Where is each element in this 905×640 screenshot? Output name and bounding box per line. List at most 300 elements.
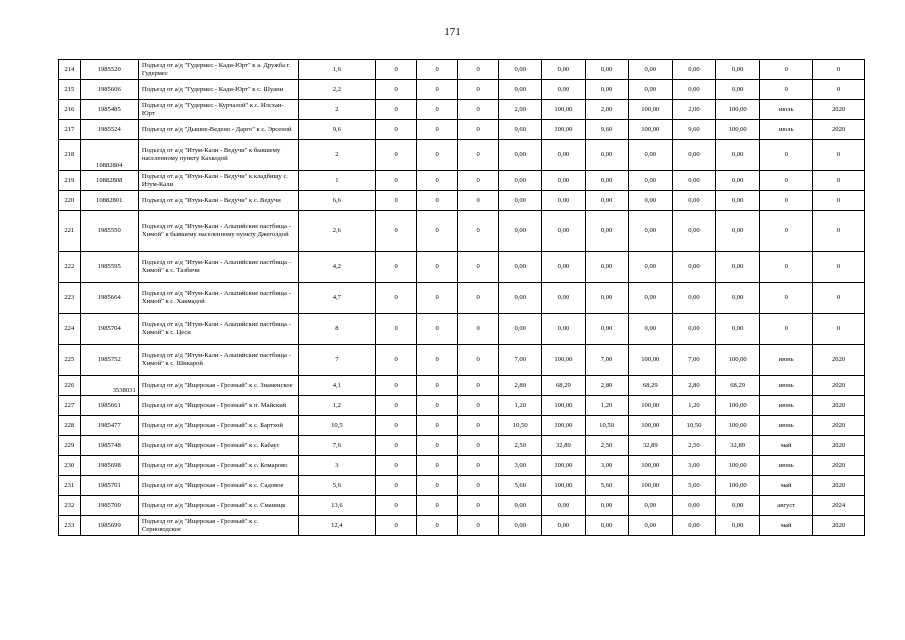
cell-c8: 0,00 (672, 496, 715, 516)
cell-c8: 0,00 (672, 211, 715, 252)
cell-name: Подъезд от а/д "Гудермес - Кади-Юрт" к с. Шуани (138, 80, 298, 100)
cell-c4: 9,60 (499, 120, 542, 140)
cell-c8: 9,60 (672, 120, 715, 140)
cell-len: 13,6 (298, 496, 376, 516)
cell-c1: 0 (376, 496, 417, 516)
cell-c3: 0 (458, 283, 499, 314)
cell-c7: 0,00 (628, 516, 672, 536)
cell-c2: 0 (417, 140, 458, 171)
table-row (59, 211, 865, 252)
cell-id: 1985485 (80, 100, 138, 120)
cell-c5: 100,00 (542, 100, 585, 120)
cell-c9: 100,00 (716, 345, 760, 376)
cell-c3: 0 (458, 314, 499, 345)
cell-name: Подъезд от а/д "Гудермес - Курчалой" к с. Илсхан-Юрт (138, 100, 298, 120)
cell-c9: 68,29 (716, 376, 760, 396)
cell-c2: 0 (417, 436, 458, 456)
cell-name: Подъезд от а/д "Итум-Кали - Альпийские пастбища - Химой" к с. Шикарой (138, 345, 298, 376)
cell-c4: 3,00 (499, 456, 542, 476)
cell-c5: 0,00 (542, 496, 585, 516)
cell-no: 224 (59, 314, 81, 345)
cell-c9: 100,00 (716, 396, 760, 416)
cell-len: 4,7 (298, 283, 376, 314)
cell-id: 1985477 (80, 416, 138, 436)
cell-len: 10,5 (298, 416, 376, 436)
cell-c3: 0 (458, 436, 499, 456)
cell-c11: 2020 (813, 416, 865, 436)
cell-name: Подъезд от а/д "Ищерская - Грозный" к с. Кабаус (138, 436, 298, 456)
table-row (59, 171, 865, 191)
cell-c11: 2020 (813, 516, 865, 536)
cell-len: 6,6 (298, 191, 376, 211)
cell-name: Подъезд от а/д "Дышне-Ведено - Дарго" к с. Эрсеной (138, 120, 298, 140)
cell-c10: 0 (760, 171, 813, 191)
cell-c6: 0,00 (585, 252, 628, 283)
cell-c10: 0 (760, 211, 813, 252)
cell-c2: 0 (417, 211, 458, 252)
cell-no: 225 (59, 345, 81, 376)
cell-c2: 0 (417, 376, 458, 396)
cell-c11: 0 (813, 80, 865, 100)
table-row (59, 140, 865, 171)
roads-table (58, 59, 865, 536)
cell-c11: 0 (813, 314, 865, 345)
cell-len: 5,6 (298, 476, 376, 496)
cell-c2: 0 (417, 60, 458, 80)
cell-id: 1985661 (80, 396, 138, 416)
cell-len: 12,4 (298, 516, 376, 536)
cell-c4: 10,50 (499, 416, 542, 436)
cell-c8: 0,00 (672, 171, 715, 191)
cell-len: 7 (298, 345, 376, 376)
cell-c10: июнь (760, 345, 813, 376)
cell-c2: 0 (417, 191, 458, 211)
cell-c5: 68,29 (542, 376, 585, 396)
cell-no: 222 (59, 252, 81, 283)
cell-c11: 2020 (813, 120, 865, 140)
cell-c5: 100,00 (542, 456, 585, 476)
cell-c3: 0 (458, 476, 499, 496)
cell-len: 1,2 (298, 396, 376, 416)
cell-c10: 0 (760, 191, 813, 211)
cell-name: Подъезд от а/д "Итум-Кали - Ведучи" к кладбищу с. Итум-Кали (138, 171, 298, 191)
cell-name: Подъезд от а/д "Ищерская - Грозный" к с. Бартхой (138, 416, 298, 436)
cell-len: 2,6 (298, 211, 376, 252)
cell-c4: 0,00 (499, 171, 542, 191)
cell-c9: 0,00 (716, 314, 760, 345)
cell-c5: 0,00 (542, 80, 585, 100)
cell-c3: 0 (458, 211, 499, 252)
cell-name: Подъезд от а/д "Ищерская - Грозный" к с. Комарово (138, 456, 298, 476)
cell-c3: 0 (458, 396, 499, 416)
cell-name: Подъезд от а/д "Итум-Кали - Ведучи" к с. Ведучи (138, 191, 298, 211)
cell-c1: 0 (376, 80, 417, 100)
cell-no: 227 (59, 396, 81, 416)
cell-name: Подъезд от а/д "Итум-Кали - Альпийские пастбища - Химой" к бывшему населенному пункту Джеголдой (138, 211, 298, 252)
cell-name: Подъезд от а/д "Ищерская - Грозный" к с. Сманицк (138, 496, 298, 516)
cell-no: 214 (59, 60, 81, 80)
table-row (59, 416, 865, 436)
cell-c1: 0 (376, 100, 417, 120)
cell-len: 1,6 (298, 60, 376, 80)
cell-c5: 0,00 (542, 211, 585, 252)
cell-c3: 0 (458, 516, 499, 536)
cell-c8: 3,00 (672, 456, 715, 476)
cell-no: 219 (59, 171, 81, 191)
cell-c8: 0,00 (672, 516, 715, 536)
cell-id: 3538031 (80, 376, 138, 396)
cell-c7: 0,00 (628, 60, 672, 80)
cell-c7: 100,00 (628, 456, 672, 476)
cell-c5: 0,00 (542, 283, 585, 314)
cell-c6: 0,00 (585, 191, 628, 211)
cell-c6: 0,00 (585, 314, 628, 345)
cell-c10: июль (760, 120, 813, 140)
cell-c3: 0 (458, 191, 499, 211)
cell-name: Подъезд от а/д "Ищерская - Грозный" к с. Знаменское (138, 376, 298, 396)
cell-id: 1985606 (80, 80, 138, 100)
cell-c9: 0,00 (716, 171, 760, 191)
cell-len: 2 (298, 100, 376, 120)
cell-c2: 0 (417, 456, 458, 476)
cell-len: 2,2 (298, 80, 376, 100)
cell-c7: 0,00 (628, 80, 672, 100)
cell-c3: 0 (458, 252, 499, 283)
cell-c3: 0 (458, 456, 499, 476)
cell-c1: 0 (376, 314, 417, 345)
cell-id: 1985700 (80, 496, 138, 516)
cell-id: 1985748 (80, 436, 138, 456)
cell-c8: 0,00 (672, 140, 715, 171)
cell-no: 216 (59, 100, 81, 120)
table-row (59, 516, 865, 536)
cell-c6: 1,20 (585, 396, 628, 416)
cell-c5: 0,00 (542, 171, 585, 191)
table-row (59, 436, 865, 456)
cell-c8: 0,00 (672, 80, 715, 100)
cell-c11: 2020 (813, 345, 865, 376)
table-row (59, 252, 865, 283)
cell-c7: 0,00 (628, 171, 672, 191)
cell-c9: 0,00 (716, 211, 760, 252)
table-row (59, 120, 865, 140)
cell-c9: 0,00 (716, 283, 760, 314)
cell-len: 1 (298, 171, 376, 191)
cell-c9: 0,00 (716, 140, 760, 171)
cell-no: 217 (59, 120, 81, 140)
cell-c4: 2,50 (499, 436, 542, 456)
cell-c10: 0 (760, 140, 813, 171)
cell-name: Подъезд от а/д "Ищерская - Грозный" к п. Майский (138, 396, 298, 416)
cell-c2: 0 (417, 283, 458, 314)
cell-c8: 0,00 (672, 60, 715, 80)
cell-id: 1985550 (80, 211, 138, 252)
cell-c3: 0 (458, 416, 499, 436)
cell-c9: 100,00 (716, 100, 760, 120)
cell-c3: 0 (458, 80, 499, 100)
cell-no: 223 (59, 283, 81, 314)
cell-c11: 2020 (813, 456, 865, 476)
cell-len: 4,2 (298, 252, 376, 283)
table-row (59, 283, 865, 314)
cell-id: 10882804 (80, 140, 138, 171)
cell-c10: 0 (760, 283, 813, 314)
cell-c4: 0,00 (499, 516, 542, 536)
cell-c9: 100,00 (716, 120, 760, 140)
cell-c8: 7,00 (672, 345, 715, 376)
cell-c2: 0 (417, 252, 458, 283)
cell-id: 10882808 (80, 171, 138, 191)
cell-c6: 0,00 (585, 211, 628, 252)
cell-c6: 0,00 (585, 171, 628, 191)
cell-c11: 2020 (813, 476, 865, 496)
cell-c1: 0 (376, 456, 417, 476)
cell-c4: 0,00 (499, 80, 542, 100)
cell-id: 1985701 (80, 476, 138, 496)
cell-c2: 0 (417, 80, 458, 100)
cell-name: Подъезд от а/д "Итум-Кали - Ведучи" к бывшему населенному пункту Кахкодой (138, 140, 298, 171)
cell-c11: 0 (813, 252, 865, 283)
cell-c5: 0,00 (542, 60, 585, 80)
cell-c4: 2,80 (499, 376, 542, 396)
table-row (59, 396, 865, 416)
table-row (59, 60, 865, 80)
cell-id: 1985524 (80, 120, 138, 140)
cell-len: 8 (298, 314, 376, 345)
cell-c8: 2,50 (672, 436, 715, 456)
cell-c11: 2020 (813, 436, 865, 456)
cell-c4: 0,00 (499, 252, 542, 283)
cell-c1: 0 (376, 345, 417, 376)
cell-name: Подъезд от а/д "Ищерская - Грозный" к с. Серноводское (138, 516, 298, 536)
cell-no: 221 (59, 211, 81, 252)
cell-c8: 5,60 (672, 476, 715, 496)
cell-c1: 0 (376, 283, 417, 314)
cell-len: 9,6 (298, 120, 376, 140)
cell-c5: 100,00 (542, 416, 585, 436)
cell-c2: 0 (417, 496, 458, 516)
cell-len: 7,6 (298, 436, 376, 456)
cell-c4: 2,00 (499, 100, 542, 120)
cell-c2: 0 (417, 171, 458, 191)
cell-no: 226 (59, 376, 81, 396)
cell-c9: 32,89 (716, 436, 760, 456)
cell-c5: 32,89 (542, 436, 585, 456)
cell-len: 4,1 (298, 376, 376, 396)
cell-c2: 0 (417, 516, 458, 536)
cell-c11: 0 (813, 191, 865, 211)
cell-id: 1985699 (80, 516, 138, 536)
cell-c7: 0,00 (628, 314, 672, 345)
cell-c11: 0 (813, 140, 865, 171)
cell-no: 229 (59, 436, 81, 456)
cell-c3: 0 (458, 496, 499, 516)
cell-id: 1985520 (80, 60, 138, 80)
cell-c2: 0 (417, 396, 458, 416)
table-row (59, 496, 865, 516)
cell-id: 1985752 (80, 345, 138, 376)
cell-name: Подъезд от а/д "Итум-Кали - Альпийские пастбища - Химой" к с. Цеси (138, 314, 298, 345)
cell-c4: 0,00 (499, 60, 542, 80)
cell-c3: 0 (458, 120, 499, 140)
cell-c5: 0,00 (542, 191, 585, 211)
cell-c1: 0 (376, 140, 417, 171)
table-row (59, 191, 865, 211)
cell-c4: 0,00 (499, 140, 542, 171)
cell-c5: 100,00 (542, 120, 585, 140)
cell-c10: июнь (760, 396, 813, 416)
cell-c9: 0,00 (716, 191, 760, 211)
cell-c7: 100,00 (628, 345, 672, 376)
cell-c11: 2020 (813, 100, 865, 120)
cell-c1: 0 (376, 436, 417, 456)
cell-c9: 0,00 (716, 60, 760, 80)
cell-name: Подъезд от а/д "Гудермес - Кади-Юрт" к а. Дружба г. Гудермес (138, 60, 298, 80)
cell-c11: 0 (813, 60, 865, 80)
cell-c3: 0 (458, 345, 499, 376)
cell-c5: 100,00 (542, 345, 585, 376)
cell-c3: 0 (458, 171, 499, 191)
cell-id: 1985595 (80, 252, 138, 283)
cell-c1: 0 (376, 376, 417, 396)
cell-c7: 100,00 (628, 476, 672, 496)
cell-c7: 100,00 (628, 416, 672, 436)
cell-c9: 100,00 (716, 456, 760, 476)
cell-c6: 0,00 (585, 283, 628, 314)
cell-c7: 0,00 (628, 140, 672, 171)
cell-c7: 100,00 (628, 120, 672, 140)
cell-c10: 0 (760, 314, 813, 345)
cell-c4: 0,00 (499, 283, 542, 314)
cell-c1: 0 (376, 120, 417, 140)
cell-c5: 100,00 (542, 476, 585, 496)
cell-c8: 0,00 (672, 252, 715, 283)
cell-c11: 2024 (813, 496, 865, 516)
cell-c3: 0 (458, 60, 499, 80)
cell-c1: 0 (376, 396, 417, 416)
cell-name: Подъезд от а/д "Итум-Кали - Альпийские пастбища - Химой" к с. Тазбичи (138, 252, 298, 283)
table-row (59, 100, 865, 120)
cell-name: Подъезд от а/д "Ищерская - Грозный" к с. Садовое (138, 476, 298, 496)
cell-c4: 7,00 (499, 345, 542, 376)
cell-c7: 0,00 (628, 496, 672, 516)
cell-len: 2 (298, 140, 376, 171)
cell-id: 1985698 (80, 456, 138, 476)
cell-c6: 5,60 (585, 476, 628, 496)
cell-c1: 0 (376, 252, 417, 283)
cell-name: Подъезд от а/д "Итум-Кали - Альпийские пастбища - Химой" к с. Хакмадой (138, 283, 298, 314)
cell-c8: 0,00 (672, 191, 715, 211)
cell-c5: 0,00 (542, 140, 585, 171)
cell-c10: 0 (760, 80, 813, 100)
cell-c7: 100,00 (628, 396, 672, 416)
cell-no: 232 (59, 496, 81, 516)
cell-c10: май (760, 436, 813, 456)
cell-c7: 0,00 (628, 283, 672, 314)
cell-c11: 0 (813, 211, 865, 252)
cell-c2: 0 (417, 416, 458, 436)
cell-c9: 0,00 (716, 496, 760, 516)
cell-c5: 0,00 (542, 516, 585, 536)
cell-c3: 0 (458, 140, 499, 171)
cell-no: 215 (59, 80, 81, 100)
cell-c2: 0 (417, 100, 458, 120)
cell-no: 231 (59, 476, 81, 496)
cell-c5: 0,00 (542, 252, 585, 283)
cell-c6: 0,00 (585, 516, 628, 536)
cell-c1: 0 (376, 476, 417, 496)
cell-c4: 0,00 (499, 191, 542, 211)
cell-c11: 2020 (813, 396, 865, 416)
cell-c4: 0,00 (499, 314, 542, 345)
table-row (59, 456, 865, 476)
cell-c1: 0 (376, 211, 417, 252)
cell-c10: июнь (760, 376, 813, 396)
cell-c5: 100,00 (542, 396, 585, 416)
cell-c8: 1,20 (672, 396, 715, 416)
table-row (59, 314, 865, 345)
cell-c8: 2,80 (672, 376, 715, 396)
cell-c3: 0 (458, 100, 499, 120)
cell-c10: июль (760, 100, 813, 120)
cell-c7: 100,00 (628, 100, 672, 120)
cell-c11: 2020 (813, 376, 865, 396)
cell-c7: 0,00 (628, 191, 672, 211)
cell-c6: 0,00 (585, 60, 628, 80)
cell-c10: август (760, 496, 813, 516)
cell-c9: 0,00 (716, 516, 760, 536)
cell-c10: июнь (760, 416, 813, 436)
cell-c6: 0,00 (585, 80, 628, 100)
cell-c6: 10,50 (585, 416, 628, 436)
cell-c6: 2,80 (585, 376, 628, 396)
table-row (59, 345, 865, 376)
cell-c4: 1,20 (499, 396, 542, 416)
cell-c1: 0 (376, 171, 417, 191)
cell-id: 1985664 (80, 283, 138, 314)
cell-c10: июнь (760, 456, 813, 476)
cell-c10: май (760, 516, 813, 536)
cell-c1: 0 (376, 60, 417, 80)
cell-c4: 0,00 (499, 496, 542, 516)
cell-c7: 32,89 (628, 436, 672, 456)
cell-c10: 0 (760, 252, 813, 283)
cell-c6: 2,00 (585, 100, 628, 120)
cell-c2: 0 (417, 120, 458, 140)
table-row (59, 376, 865, 396)
cell-c9: 0,00 (716, 252, 760, 283)
cell-c8: 0,00 (672, 314, 715, 345)
cell-no: 220 (59, 191, 81, 211)
table-row (59, 80, 865, 100)
cell-c6: 0,00 (585, 140, 628, 171)
cell-c1: 0 (376, 191, 417, 211)
table-row (59, 476, 865, 496)
cell-c9: 100,00 (716, 476, 760, 496)
cell-c2: 0 (417, 345, 458, 376)
page-number: 171 (444, 26, 461, 38)
cell-id: 1985704 (80, 314, 138, 345)
cell-c7: 0,00 (628, 252, 672, 283)
cell-c4: 5,60 (499, 476, 542, 496)
cell-c7: 68,29 (628, 376, 672, 396)
cell-c6: 3,00 (585, 456, 628, 476)
cell-c2: 0 (417, 476, 458, 496)
cell-c9: 0,00 (716, 80, 760, 100)
cell-id: 10882801 (80, 191, 138, 211)
cell-c11: 0 (813, 171, 865, 191)
cell-c11: 0 (813, 283, 865, 314)
